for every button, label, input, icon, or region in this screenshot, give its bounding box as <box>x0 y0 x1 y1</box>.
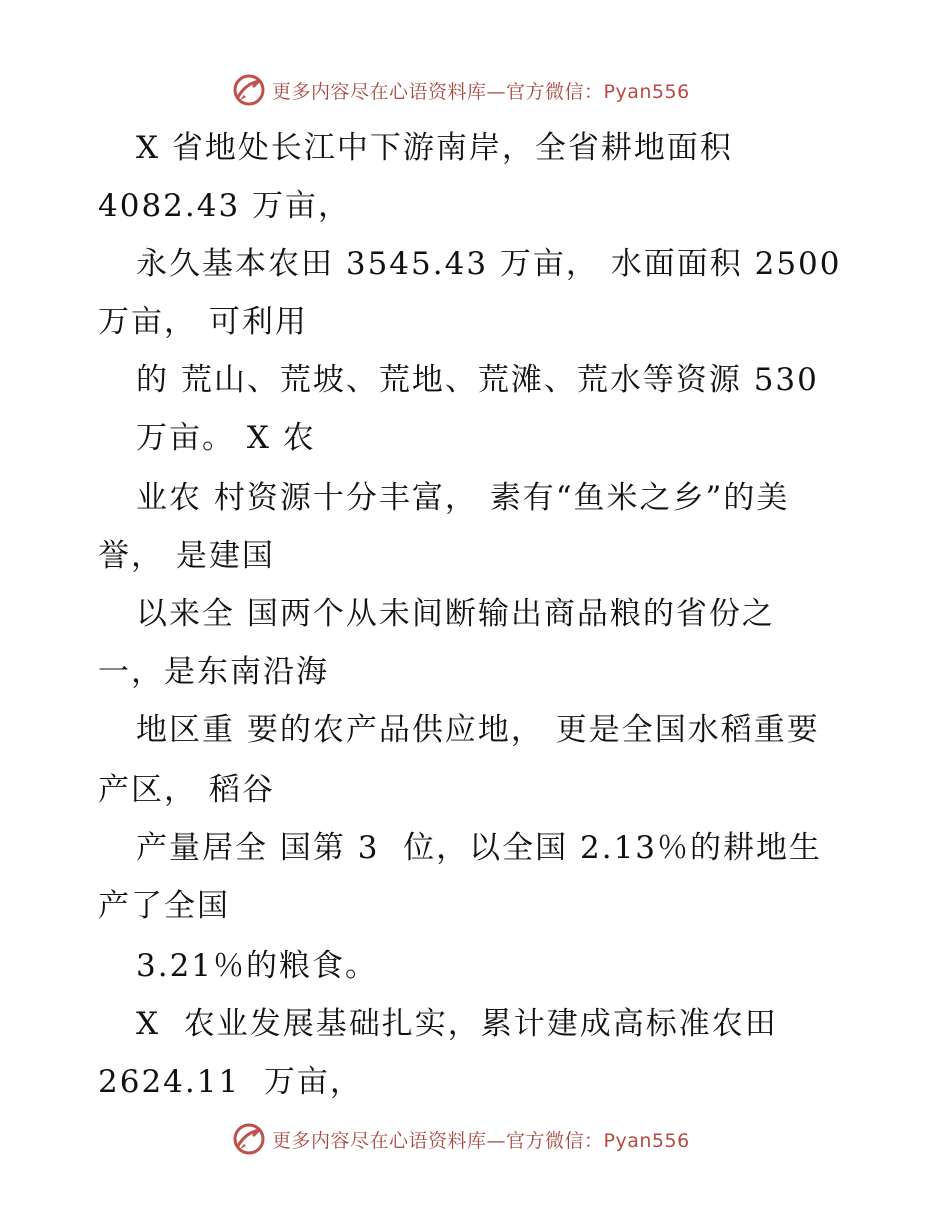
text-line: X 农业发展基础扎实，累计建成高标准农田 <box>136 1006 778 1042</box>
pen-logo-icon <box>232 73 266 107</box>
text-line: 4082.43 万亩， <box>98 188 352 224</box>
text-line: 产量居全 国第 3 位，以全国 2.13％的耕地生 <box>136 830 823 866</box>
text-line: 万亩， 可利用 <box>98 304 308 340</box>
text-line: 地区重 要的农产品供应地， 更是全国水稻重要 <box>136 712 820 748</box>
text-line: 万亩。 X 农 <box>136 420 316 456</box>
text-line: 2624.11 万亩， <box>98 1064 363 1100</box>
pen-logo-icon <box>232 1122 266 1156</box>
text-line: 永久基本农田 3545.43 万亩， 水面面积 2500 <box>136 246 842 282</box>
text-line: 3.21％的粮食。 <box>136 948 379 984</box>
text-line: 誉， 是建国 <box>98 538 275 574</box>
watermark-text: 更多内容尽在心语资料库—官方微信：Pyan556 <box>272 80 690 103</box>
watermark-text: 更多内容尽在心语资料库—官方微信：Pyan556 <box>272 1129 690 1152</box>
text-line: 一，是东南沿海 <box>98 654 329 690</box>
footer-watermark <box>232 1119 690 1159</box>
text-line: 产区， 稻谷 <box>98 772 275 808</box>
text-line: X 省地处长江中下游南岸，全省耕地面积 <box>136 130 733 166</box>
text-line: 产了全国 <box>98 888 230 924</box>
header-watermark <box>232 70 690 110</box>
text-line: 的 荒山、荒坡、荒地、荒滩、荒水等资源 530 <box>136 362 819 398</box>
text-line: 以来全 国两个从未间断输出商品粮的省份之 <box>136 596 775 632</box>
text-line: 业农 村资源十分丰富， 素有“鱼米之乡”的美 <box>136 480 790 516</box>
